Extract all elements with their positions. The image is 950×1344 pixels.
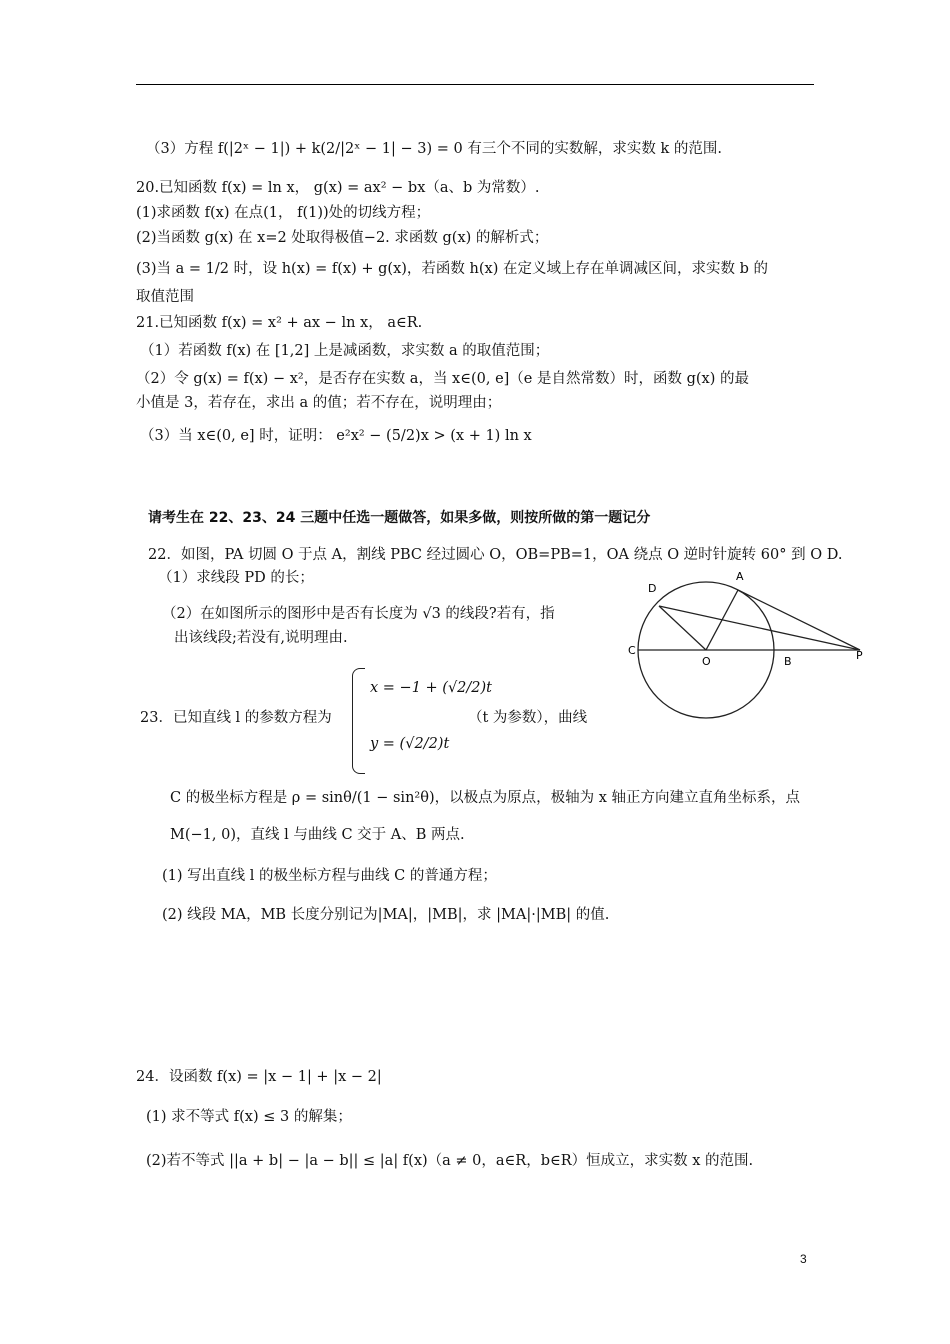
label-b: B (784, 655, 792, 668)
q22-part2-line1: （2）在如图所示的图形中是否有长度为 √3 的线段?若有，指 (162, 606, 555, 622)
q23-part1: (1) 写出直线 l 的极坐标方程与曲线 C 的普通方程； (162, 868, 497, 884)
circle-tangent-figure (626, 568, 886, 728)
q21-part2-line2: 小值是 3，若存在，求出 a 的值；若不存在，说明理由； (136, 395, 502, 411)
q21-part2-line1: （2）令 g(x) = f(x) − x²，是否存在实数 a，当 x∈(0, e]（e 是自然常数）时，函数 g(x) 的最 (136, 371, 749, 387)
radius-od (659, 606, 706, 650)
equation-system-brace (352, 668, 365, 774)
q22-part2-line2: 出该线段;若没有,说明理由. (174, 630, 348, 646)
q23-stem-part2: （t 为参数），曲线 (468, 710, 588, 726)
q23-part2: (2) 线段 MA，MB 长度分别记为|MA|，|MB|，求 |MA|·|MB| 的值. (162, 907, 610, 923)
label-a: A (736, 570, 744, 583)
q20-part3-line2: 取值范围 (136, 289, 194, 305)
q20-part2: (2)当函数 g(x) 在 x=2 处取得极值−2. 求函数 g(x) 的解析式； (136, 230, 549, 246)
q24-part1: (1) 求不等式 f(x) ≤ 3 的解集； (146, 1109, 352, 1125)
q19-part3: （3）方程 f(|2ˣ − 1|) + k(2/|2ˣ − 1| − 3) = 0 有三个不同的实数解，求实数 k 的范围. (146, 141, 722, 157)
q21-part1: （1）若函数 f(x) 在 [1,2] 上是减函数，求实数 a 的取值范围； (140, 343, 550, 359)
q23-point-m: M(−1, 0)，直线 l 与曲线 C 交于 A、B 两点. (170, 827, 465, 843)
label-p: P (856, 649, 863, 662)
q22-stem: 22．如图，PA 切圆 O 于点 A，割线 PBC 经过圆心 O，OB=PB=1，OA 绕点 O 逆时针旋转 60° 到 O D. (148, 547, 843, 563)
q20-stem: 20.已知函数 f(x) = ln x， g(x) = ax² − bx（a、b 为常数）. (136, 180, 540, 196)
q23-equation-x: x = −1 + (√2/2)t (370, 680, 493, 696)
optional-questions-notice: 请考生在 22、23、24 三题中任选一题做答，如果多做，则按所做的第一题记分 (148, 510, 651, 526)
q21-stem: 21.已知函数 f(x) = x² + ax − ln x， a∈R. (136, 315, 423, 331)
segment-pd (659, 606, 860, 650)
label-d: D (648, 582, 657, 595)
q23-polar-equation: C 的极坐标方程是 ρ = sinθ/(1 − sin²θ)，以极点为原点，极轴为 x 轴正方向建立直角坐标系，点 (170, 790, 800, 806)
label-o: O (702, 655, 711, 668)
q21-part3: （3）当 x∈(0, e] 时，证明： e²x² − (5/2)x > (x + 1) ln x (140, 428, 532, 444)
q20-part1: (1)求函数 f(x) 在点(1， f(1))处的切线方程； (136, 205, 431, 221)
page-number: 3 (800, 1252, 807, 1266)
q23-equation-y: y = (√2/2)t (370, 736, 450, 752)
q22-part1: （1）求线段 PD 的长； (158, 570, 314, 586)
q24-stem: 24．设函数 f(x) = |x − 1| + |x − 2| (136, 1069, 382, 1085)
q24-part2: (2)若不等式 ||a + b| − |a − b|| ≤ |a| f(x)（a ≠ 0，a∈R，b∈R）恒成立，求实数 x 的范围. (146, 1153, 754, 1169)
q20-part3-line1: (3)当 a = 1/2 时，设 h(x) = f(x) + g(x)，若函数 h(x) 在定义域上存在单调减区间，求实数 b 的 (136, 261, 768, 277)
q23-stem-part1: 23．已知直线 l 的参数方程为 (140, 710, 332, 726)
label-c: C (628, 644, 636, 657)
tangent-pa (738, 590, 860, 650)
header-rule (136, 84, 814, 85)
